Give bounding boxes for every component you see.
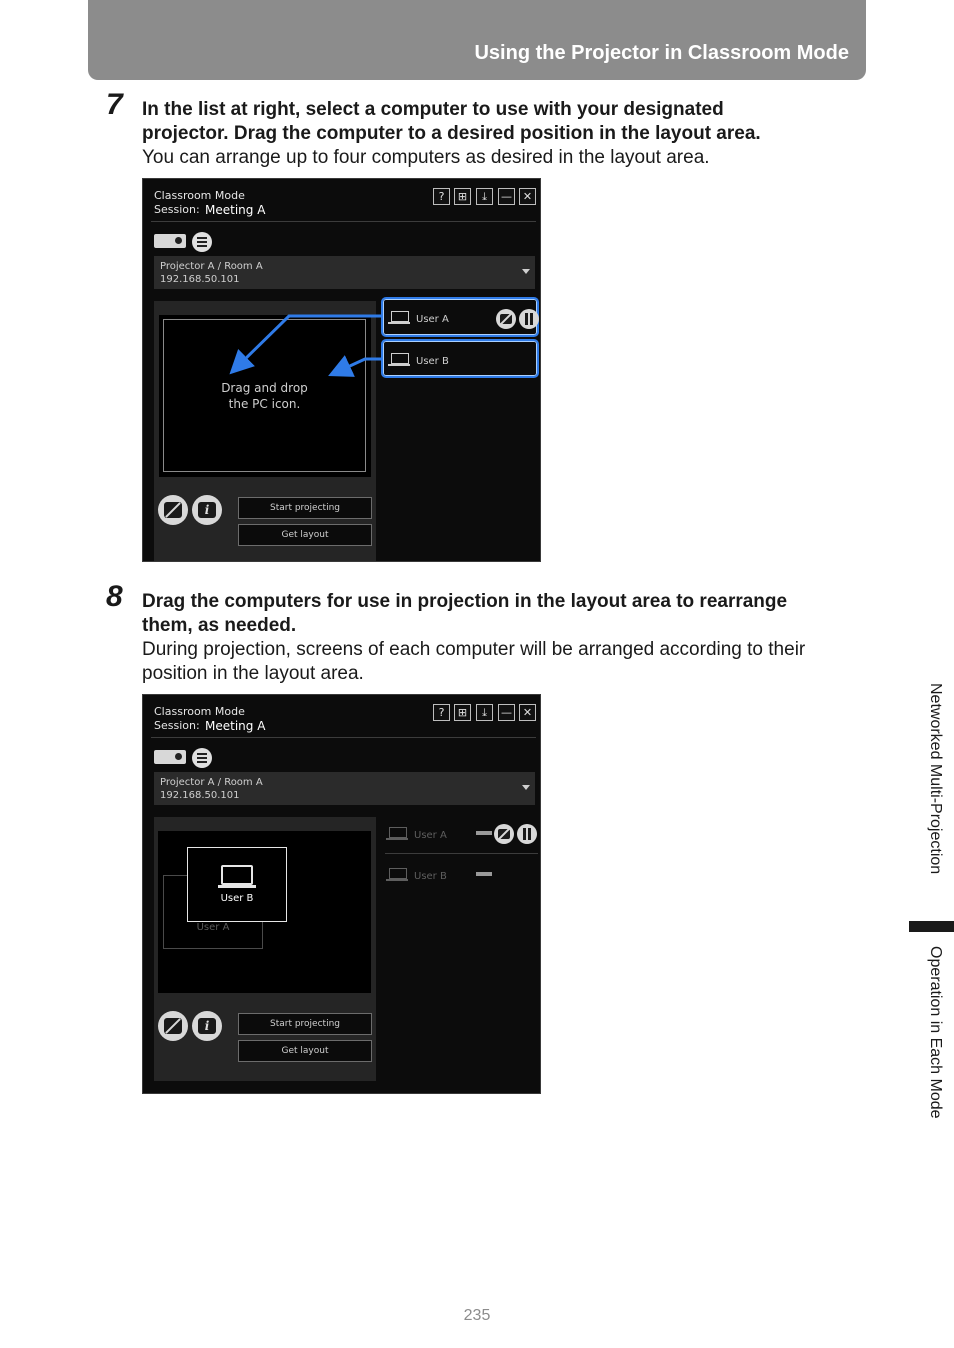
minimize-icon[interactable]: — <box>498 188 515 205</box>
session-label: Session: <box>154 719 200 732</box>
classroom-window-screenshot-2 <box>142 694 541 1094</box>
step-bold-line: them, as needed. <box>142 615 297 636</box>
step-number: 7 <box>106 88 123 121</box>
drag-arrow <box>339 359 381 371</box>
divider <box>151 737 536 738</box>
list-item-user-b[interactable] <box>381 856 539 892</box>
mode-label: Classroom Mode <box>154 189 245 202</box>
step-body: You can arrange up to four computers as desired in the layout area. <box>142 147 710 168</box>
divider <box>385 853 538 854</box>
step-body: position in the layout area. <box>142 663 364 684</box>
mode-label: Classroom Mode <box>154 705 245 718</box>
laptop-icon <box>389 868 407 879</box>
blank-screen-button[interactable] <box>158 1011 188 1041</box>
start-projecting-button[interactable]: Start projecting <box>238 1013 372 1035</box>
drop-hint: the PC icon. <box>228 397 301 411</box>
layout-panel <box>154 817 376 1081</box>
step-number: 8 <box>106 580 123 613</box>
user-label: User B <box>414 871 447 882</box>
page-number: 235 <box>463 1307 491 1324</box>
user-label: User A <box>416 314 449 325</box>
info-button[interactable]: i <box>192 1011 222 1041</box>
user-label: User A <box>414 830 447 841</box>
projector-ip: 192.168.50.101 <box>160 274 240 285</box>
chevron-down-icon <box>522 785 530 790</box>
drop-hint: Drag and drop <box>221 381 308 395</box>
help-icon[interactable]: ? <box>433 704 450 721</box>
step-bold-line: projector. Drag the computer to a desired position in the layout area. <box>142 123 761 144</box>
start-projecting-button[interactable]: Start projecting <box>238 497 372 519</box>
drag-arrows <box>143 179 541 562</box>
close-icon[interactable]: ✕ <box>519 188 536 205</box>
step-instructions <box>142 590 857 686</box>
close-icon[interactable]: ✕ <box>519 704 536 721</box>
step-bold-line: Drag the computers for use in projection in the layout area to rearrange <box>142 591 788 612</box>
projector-icon[interactable] <box>154 750 186 764</box>
grid-icon[interactable]: ⊞ <box>454 188 471 205</box>
step-bold-line: In the list at right, select a computer to use with your designated <box>142 99 724 120</box>
drag-arrow <box>238 316 381 366</box>
sidebar-section: Networked Multi-Projection <box>927 683 944 875</box>
projector-ip: 192.168.50.101 <box>160 790 240 801</box>
session-value: Meeting A <box>205 719 266 733</box>
page-header <box>88 0 866 80</box>
projector-name: Projector A / Room A <box>160 777 263 788</box>
info-button[interactable]: i <box>192 495 222 525</box>
get-layout-button[interactable]: Get layout <box>238 524 372 546</box>
projector-name: Projector A / Room A <box>160 261 263 272</box>
step-body: During projection, screens of each computer will be arranged according to their <box>142 639 806 660</box>
layout-thumb-user-b[interactable] <box>187 847 287 922</box>
get-layout-button[interactable]: Get layout <box>238 1040 372 1062</box>
download-icon[interactable]: ⤓ <box>476 188 493 205</box>
sidebar-marker <box>909 921 954 932</box>
session-label: Session: <box>154 203 200 216</box>
download-icon[interactable]: ⤓ <box>476 704 493 721</box>
list-icon[interactable] <box>192 748 212 768</box>
help-icon[interactable]: ? <box>433 188 450 205</box>
thumb-label: User B <box>220 893 254 904</box>
grid-icon[interactable]: ⊞ <box>454 704 471 721</box>
sidebar-subsection: Operation in Each Mode <box>927 946 944 1119</box>
layout-area[interactable] <box>158 831 371 993</box>
tools-icon[interactable] <box>517 824 537 844</box>
step-instructions <box>142 98 857 170</box>
laptop-icon <box>221 865 253 885</box>
projector-select[interactable] <box>154 772 535 805</box>
blank-screen-icon[interactable] <box>494 824 514 844</box>
status-indicator <box>476 872 492 876</box>
page-title: Using the Projector in Classroom Mode <box>474 42 849 64</box>
session-value: Meeting A <box>205 203 266 217</box>
user-label: User B <box>416 356 449 367</box>
thumb-label: User A <box>196 922 230 933</box>
status-indicator <box>476 831 492 835</box>
minimize-icon[interactable]: — <box>498 704 515 721</box>
list-item-user-a[interactable] <box>381 815 539 851</box>
classroom-window-screenshot-1 <box>142 178 541 562</box>
laptop-icon <box>389 827 407 838</box>
